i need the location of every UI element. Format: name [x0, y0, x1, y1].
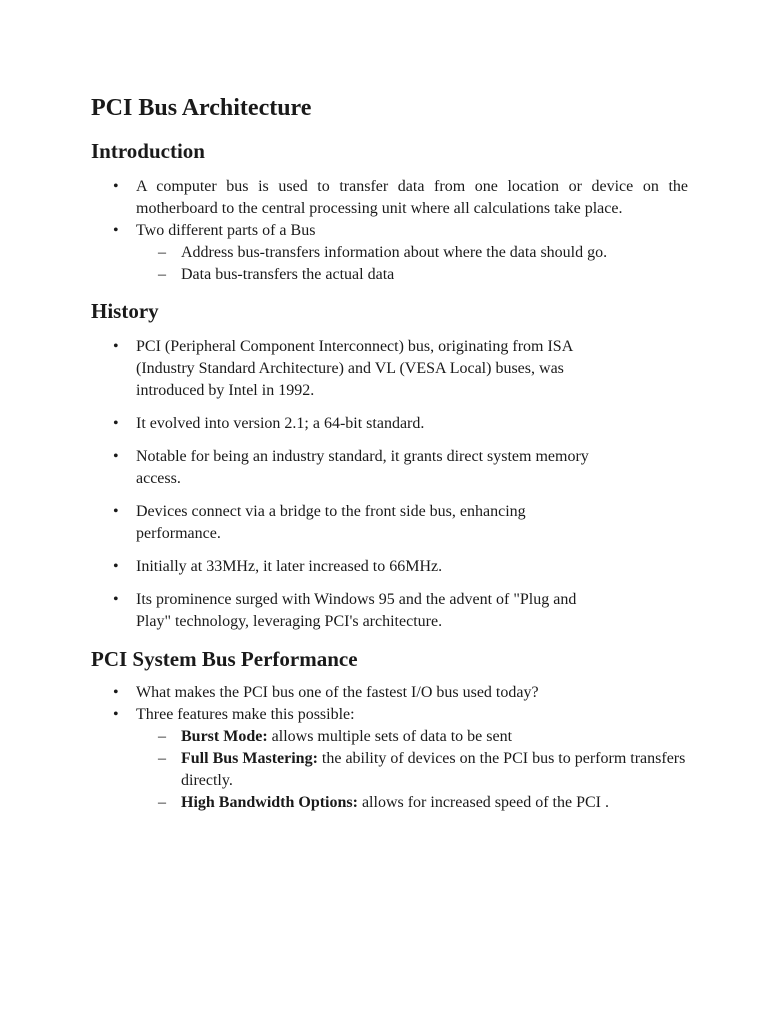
- list-item: • Devices connect via a bridge to the front side bus, enhancing performance.: [91, 501, 608, 545]
- list-item: • What makes the PCI bus one of the fastest I/O bus used today?: [91, 682, 708, 704]
- feature-item-high-bandwidth: [136, 792, 708, 814]
- history-heading: History: [91, 299, 159, 323]
- performance-section: [91, 644, 708, 814]
- feature-item-full-bus-mastering: [136, 748, 708, 792]
- history-list: [91, 336, 708, 633]
- list-item: • Initially at 33MHz, it later increased to 66MHz.: [91, 556, 608, 578]
- list-item: • Its prominence surged with Windows 95 and the advent of "Plug and Play" technology, leveraging PCI's architecture.: [91, 589, 608, 633]
- list-item: • It evolved into version 2.1; a 64-bit standard.: [91, 413, 608, 435]
- introduction-heading: Introduction: [91, 139, 205, 163]
- sub-list-item: – Data bus-transfers the actual data: [136, 264, 708, 286]
- sub-list-item: – Address bus-transfers information about where the data should go.: [136, 242, 708, 264]
- performance-list: [91, 682, 708, 814]
- document-title: PCI Bus Architecture: [91, 95, 312, 121]
- list-item-text: Three features make this possible:: [136, 706, 355, 723]
- introduction-section: [91, 136, 708, 286]
- introduction-list: [91, 176, 708, 286]
- list-item: [91, 704, 708, 814]
- feature-term: Burst Mode:: [181, 728, 268, 745]
- list-item: • A computer bus is used to transfer data from one location or device on the motherboard to the central processing unit where all calculations take place.: [91, 176, 708, 220]
- list-item: [91, 220, 708, 286]
- feature-term: High Bandwidth Options:: [181, 794, 358, 811]
- feature-description: the ability of devices on the PCI bus to perform transfers directly.: [181, 750, 686, 789]
- feature-item-burst-mode: [136, 726, 708, 748]
- features-sublist: [136, 726, 708, 814]
- list-item: • Notable for being an industry standard, it grants direct system memory access.: [91, 446, 608, 490]
- performance-heading: PCI System Bus Performance: [91, 647, 358, 671]
- feature-description: allows multiple sets of data to be sent: [267, 728, 513, 745]
- feature-description: allows for increased speed of the PCI .: [357, 794, 609, 811]
- list-item-text: Two different parts of a Bus: [136, 222, 316, 239]
- feature-term: Full Bus Mastering:: [181, 750, 318, 767]
- list-item: • PCI (Peripheral Component Interconnect) bus, originating from ISA (Industry Standard Architecture) and VL (VESA Local) buses, was introduced by Intel in 1992.: [91, 336, 608, 402]
- history-section: [91, 296, 708, 633]
- bus-parts-sublist: [136, 242, 708, 286]
